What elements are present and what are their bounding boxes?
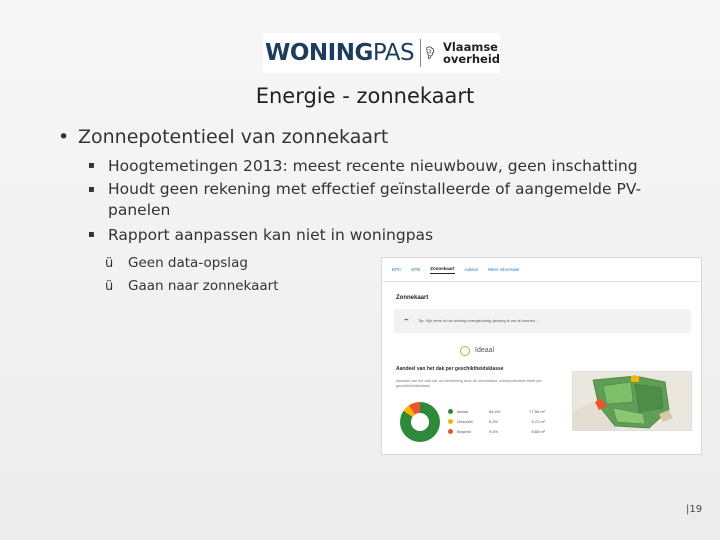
check-item [105, 252, 279, 275]
sub-bullet-list [88, 155, 688, 246]
screenshot-subheading: Aandeel van het dak per geschiktheidsklasse [396, 366, 504, 372]
sub-bullet-text-line-2: panelen [108, 201, 171, 219]
vo-line-2: overheid [442, 52, 500, 66]
legend-name: Beperkt [457, 428, 471, 434]
main-bullet [60, 126, 388, 148]
sub-bullet-item [88, 155, 688, 177]
vo-line-1: Vlaamse [442, 40, 498, 54]
legend-name: Geschikt [457, 418, 473, 424]
small-bullet-icon: ▪ [88, 184, 95, 195]
check-text: Geen data-opslag [128, 255, 248, 271]
checkmark-icon: ü [105, 256, 114, 271]
check-text: Gaan naar zonnekaart [128, 278, 279, 294]
roof-suitability-donut [400, 402, 440, 442]
screenshot-tab-bar [382, 258, 701, 282]
legend-swatch [448, 409, 453, 414]
rating-circle-icon [460, 346, 470, 356]
logo-word-bold: WONING [265, 40, 373, 66]
tab-advies: Advies [464, 267, 479, 272]
legend-row [448, 416, 568, 426]
legend-area: 5,72 m² [531, 418, 545, 424]
sub-bullet-text: Hoogtemetingen 2013: meest recente nieuwbouw, geen inschatting [108, 157, 638, 175]
bullet-icon: • [58, 126, 70, 148]
legend-pct: 84,4% [489, 408, 501, 414]
check-list [105, 252, 279, 298]
donut-hole [411, 413, 429, 431]
screenshot-info-box [394, 309, 691, 333]
slide-title: Energie - zonnekaart [255, 84, 475, 108]
sub-bullet-item [88, 224, 688, 246]
sub-bullet-item [88, 179, 688, 221]
legend-name: Ideaal [457, 408, 468, 414]
sub-bullet-text-line-1: Houdt geen rekening met effectief geïnstalleerde of aangemelde PV- [108, 180, 642, 198]
legend-row [448, 406, 568, 416]
logo-wordmark [263, 40, 414, 66]
checkmark-icon: ü [105, 279, 114, 294]
legend-row [448, 426, 568, 436]
tab-epb: EPB [411, 267, 421, 272]
page-number: |19 [686, 504, 703, 515]
info-text: Tip: Kijk eens of uw woning energiezuinig genoeg is om te kunnen ... [418, 318, 540, 323]
tab-meer-informatie: Meer informatie [488, 267, 520, 272]
donut-legend [448, 406, 568, 436]
tab-zonnekaart: Zonnekaart [430, 266, 454, 274]
legend-area: 8,66 m² [531, 428, 545, 434]
logo-word-light: PAS [372, 40, 415, 66]
screenshot-heading: Zonnekaart [396, 295, 429, 301]
screenshot-description: Aandeel van het dak dat, na berekening door de zonnekaart, zonnepotentieel heeft per geschiktheidsklasse. [396, 379, 542, 388]
info-lightbulb-icon: ⌁ [404, 315, 409, 324]
rating-label: Ideaal [475, 347, 495, 354]
flemish-lion-icon [425, 38, 435, 68]
legend-pct: 9,4% [489, 428, 499, 434]
sub-bullet-text: Rapport aanpassen kan niet in woningpas [108, 226, 434, 244]
legend-pct: 6,2% [489, 418, 499, 424]
check-item [105, 275, 279, 298]
legend-area: 77,56 m² [529, 408, 545, 414]
small-bullet-icon: ▪ [88, 229, 95, 240]
tab-epc: EPC [392, 267, 402, 272]
vlaamse-overheid-wordmark [443, 41, 500, 65]
small-bullet-icon: ▪ [88, 160, 95, 171]
woningpas-logo [263, 33, 500, 73]
legend-swatch [448, 419, 453, 424]
legend-swatch [448, 429, 453, 434]
zonnekaart-screenshot [381, 257, 702, 455]
main-bullet-text: Zonnepotentieel van zonnekaart [78, 126, 389, 148]
roof-map-thumbnail [572, 371, 692, 431]
roof-map-graphic [573, 372, 692, 431]
